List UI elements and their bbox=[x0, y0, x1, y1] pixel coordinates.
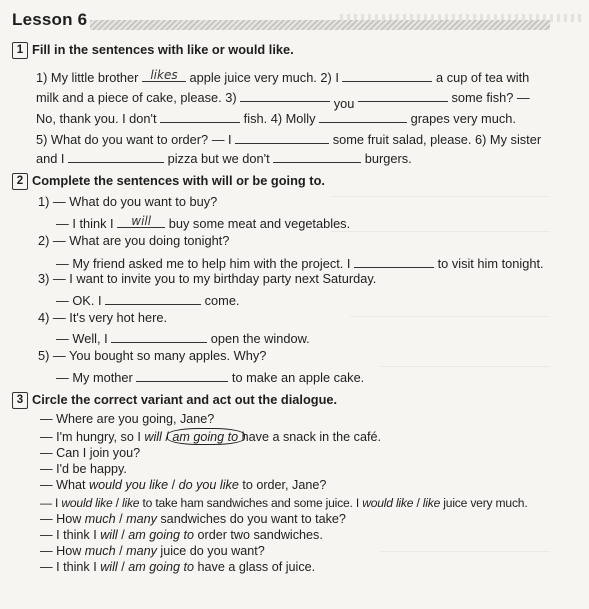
answer-blank[interactable] bbox=[68, 149, 164, 163]
ex1-line-1 bbox=[36, 68, 529, 85]
option-a[interactable]: much bbox=[84, 512, 116, 526]
text: some fruit salad, please. 6) My sister bbox=[332, 132, 542, 147]
ex1-line-2 bbox=[36, 88, 530, 111]
text: apple juice very much. 2) I bbox=[189, 70, 339, 85]
text: buy some meat and vegetables. bbox=[168, 216, 351, 231]
exercise-1-heading: Fill in the sentences with like or would like. bbox=[32, 42, 294, 57]
exercise-3-heading-row bbox=[12, 392, 337, 409]
separator: / bbox=[112, 496, 122, 510]
exercise-3-heading: Circle the correct variant and act out the dialogue. bbox=[32, 392, 338, 407]
ex2-a5 bbox=[56, 368, 364, 385]
ruled-line bbox=[380, 366, 550, 367]
handwritten-answer: likes bbox=[150, 68, 178, 82]
ex1-line-3 bbox=[36, 109, 516, 126]
text: to order, Jane? bbox=[238, 478, 327, 492]
separator: / bbox=[413, 496, 423, 510]
exercise-number: 1 bbox=[12, 42, 28, 59]
text: come. bbox=[204, 293, 240, 308]
dialogue-line-4: — I'd be happy. bbox=[40, 462, 127, 476]
text: pizza but we don't bbox=[167, 151, 270, 166]
answer-blank[interactable] bbox=[342, 68, 432, 82]
ex2-a2 bbox=[56, 254, 544, 271]
text: grapes very much. bbox=[410, 111, 516, 126]
answer-blank[interactable] bbox=[235, 130, 329, 144]
lesson-title: Lesson 6 bbox=[12, 10, 88, 29]
option-b[interactable]: many bbox=[126, 512, 157, 526]
text: — Well, I bbox=[56, 331, 108, 346]
answer-blank[interactable] bbox=[136, 368, 228, 382]
text: open the window. bbox=[210, 331, 310, 346]
dialogue-line-5 bbox=[40, 478, 326, 492]
text: some fish? — bbox=[451, 90, 530, 105]
text: — I think I bbox=[40, 528, 101, 542]
dialogue-line-10 bbox=[40, 560, 315, 574]
exercise-number: 3 bbox=[12, 392, 28, 409]
option-a[interactable]: will bbox=[100, 528, 118, 542]
answer-blank[interactable] bbox=[117, 214, 165, 228]
text: juice do you want? bbox=[156, 544, 265, 558]
answer-blank[interactable] bbox=[105, 291, 201, 305]
dialogue-line-3: — Can I join you? bbox=[40, 446, 141, 460]
text: milk and a piece of cake, please. 3) bbox=[36, 90, 237, 105]
exercise-1-heading-row bbox=[12, 42, 294, 59]
answer-blank[interactable] bbox=[160, 109, 240, 123]
option-b[interactable]: many bbox=[126, 544, 157, 558]
text: — I think I bbox=[56, 216, 114, 231]
text: — My friend asked me to help him with the project. I bbox=[56, 256, 351, 271]
ruled-line bbox=[330, 196, 550, 197]
handwritten-answer: will bbox=[131, 214, 152, 228]
text: — I think I bbox=[40, 560, 101, 574]
text: — How bbox=[40, 544, 85, 558]
ex2-a1 bbox=[56, 214, 350, 231]
title-decoration bbox=[90, 20, 550, 30]
dialogue-line-7 bbox=[40, 512, 346, 526]
option-b[interactable]: am going to bbox=[128, 528, 195, 542]
text: sandwiches do you want to take? bbox=[156, 512, 346, 526]
exercise-number: 2 bbox=[12, 173, 28, 190]
exercise-2-heading-row bbox=[12, 173, 325, 190]
text: No, thank you. I don't bbox=[36, 111, 157, 126]
circled-answer[interactable] bbox=[172, 430, 238, 444]
text: and I bbox=[36, 151, 65, 166]
ex2-a4 bbox=[56, 329, 310, 346]
separator: / bbox=[115, 512, 127, 526]
option-b[interactable]: am going to bbox=[128, 560, 195, 574]
text: to make an apple cake. bbox=[231, 370, 365, 385]
text: — What bbox=[40, 478, 89, 492]
text: have a snack in the café. bbox=[238, 430, 381, 444]
ex2-a3 bbox=[56, 291, 240, 308]
option-a[interactable]: will bbox=[100, 560, 118, 574]
separator: / bbox=[168, 478, 179, 492]
answer-blank[interactable] bbox=[273, 149, 361, 163]
ex2-q3: 3) — I want to invite you to my birthday party next Saturday. bbox=[38, 271, 377, 286]
ruled-line bbox=[330, 231, 550, 232]
ex2-q4: 4) — It's very hot here. bbox=[38, 310, 168, 325]
dialogue-line-9 bbox=[40, 544, 265, 558]
answer-blank[interactable] bbox=[319, 109, 407, 123]
separator: / bbox=[115, 544, 127, 558]
dialogue-line-6 bbox=[40, 496, 527, 510]
text: — OK. I bbox=[56, 293, 102, 308]
text: — How bbox=[40, 512, 85, 526]
ex1-line-4 bbox=[36, 130, 541, 147]
ex1-line-5 bbox=[36, 149, 412, 166]
option-a[interactable]: will bbox=[144, 430, 162, 444]
ex2-q2: 2) — What are you doing tonight? bbox=[38, 233, 230, 248]
option-b[interactable]: like bbox=[121, 496, 140, 510]
ruled-line bbox=[380, 551, 550, 552]
text: a cup of tea with bbox=[436, 70, 530, 85]
text: you bbox=[333, 96, 355, 111]
text: 5) What do you want to order? — I bbox=[36, 132, 232, 147]
option-a[interactable]: much bbox=[84, 544, 116, 558]
dialogue-line-8 bbox=[40, 528, 323, 542]
separator: / bbox=[161, 430, 173, 444]
separator: / bbox=[117, 560, 129, 574]
text: 1) My little brother bbox=[36, 70, 139, 85]
text: fish. 4) Molly bbox=[243, 111, 316, 126]
option-a[interactable]: would like bbox=[61, 496, 113, 510]
pen-circle bbox=[167, 428, 245, 445]
ex2-q1: 1) — What do you want to buy? bbox=[38, 194, 218, 209]
answer-blank[interactable] bbox=[111, 329, 207, 343]
text: have a glass of juice. bbox=[194, 560, 316, 574]
text: juice very much. bbox=[440, 496, 528, 510]
answer-blank[interactable] bbox=[358, 88, 448, 102]
text: burgers. bbox=[364, 151, 412, 166]
option-b[interactable]: like bbox=[422, 496, 441, 510]
ruled-line bbox=[350, 316, 550, 317]
dialogue-line-2 bbox=[40, 430, 381, 444]
text: order two sandwiches. bbox=[194, 528, 323, 542]
text: — I'm hungry, so I bbox=[40, 430, 145, 444]
answer-blank[interactable] bbox=[240, 88, 330, 102]
separator: / bbox=[117, 528, 129, 542]
text: — My mother bbox=[56, 370, 133, 385]
dialogue-line-1: — Where are you going, Jane? bbox=[40, 412, 215, 426]
option-a[interactable]: would you like bbox=[89, 478, 169, 492]
option-a[interactable]: would like bbox=[362, 496, 414, 510]
answer-blank[interactable] bbox=[354, 254, 434, 268]
option-b[interactable]: am going to bbox=[172, 430, 239, 444]
text: to visit him tonight. bbox=[437, 256, 544, 271]
ex2-q5: 5) — You bought so many apples. Why? bbox=[38, 348, 267, 363]
answer-blank[interactable] bbox=[142, 68, 186, 82]
exercise-2-heading: Complete the sentences with will or be going to. bbox=[32, 173, 325, 188]
text: to take ham sandwiches and some juice. I bbox=[139, 496, 363, 510]
option-b[interactable]: do you like bbox=[178, 478, 239, 492]
text: — I bbox=[40, 496, 62, 510]
